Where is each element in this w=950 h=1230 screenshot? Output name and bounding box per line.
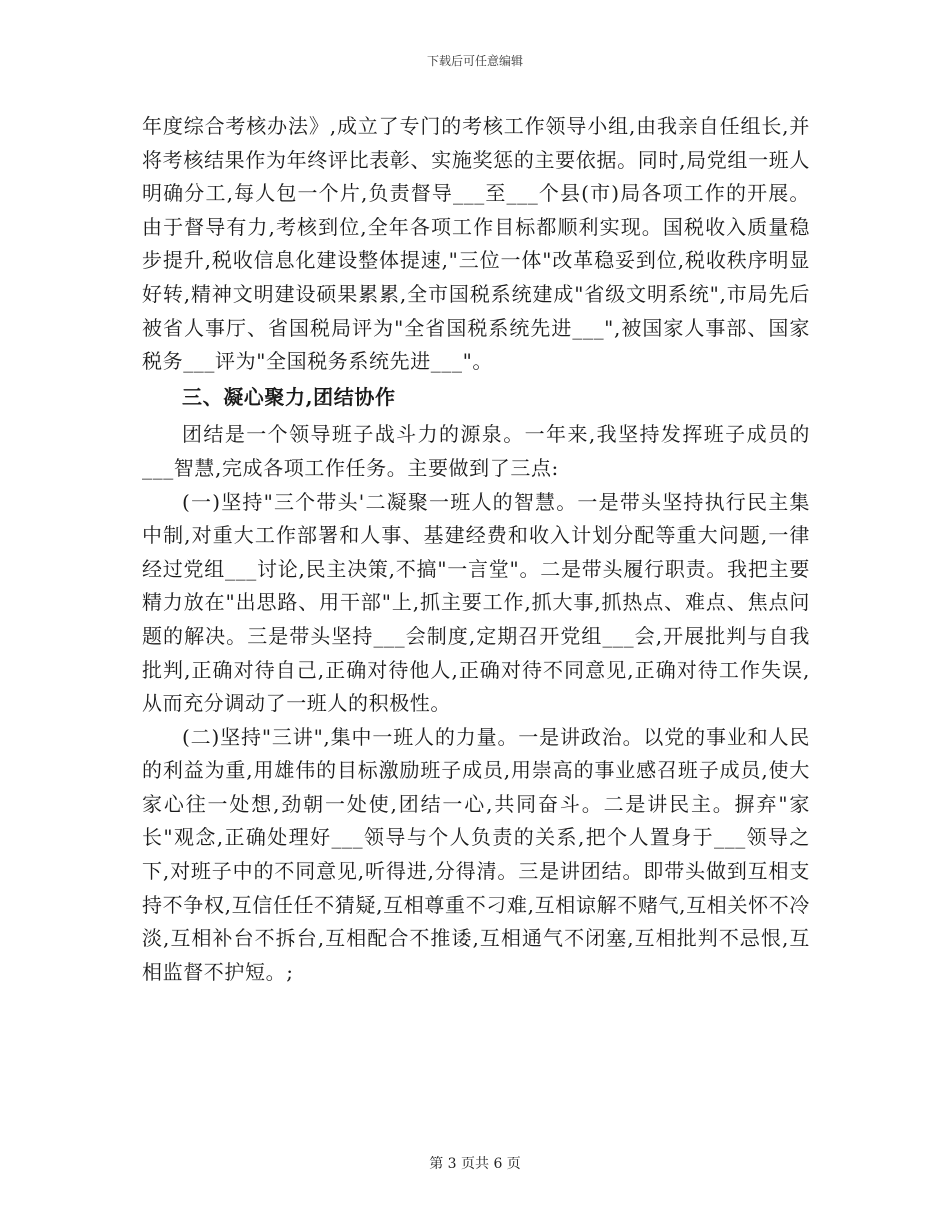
paragraph-unity-intro: 团结是一个领导班子战斗力的源泉。一年来,我坚持发挥班子成员的___智慧,完成各项工作任务。主要做到了三点: bbox=[142, 422, 810, 480]
paragraph-continuation: 年度综合考核办法》,成立了专门的考核工作领导小组,由我亲自任组长,并将考核结果作为年终评比表彰、实施奖惩的主要依据。同时,局党组一班人明确分工,每人包一个片,负责督导___至___个县(市)局各项工作的开展。由于督导有力,考核到位,全年各项工作目标都顺利实现。国税收入质量稳步提升,税收信息化建设整体提速,"三位一体"改革稳妥到位,税收秩序明显好转,精神文明建设硕果累累,全市国税系统建成"省级文明系统",市局先后被省人事厅、省国税局评为"全省国税系统先进___",被国家人事部、国家税务___评为"全国税务系统先进___"。 bbox=[142, 114, 810, 374]
page-header-note: 下载后可任意编辑 bbox=[426, 54, 523, 68]
page-number: 第 3 页共 6 页 bbox=[429, 1156, 521, 1172]
paragraph-three-talks: (二)坚持"三讲",集中一班人的力量。一是讲政治。以党的事业和人民的利益为重,用雄伟的目标激励班子成员,用崇高的事业感召班子成员,使大家心往一处想,劲朝一处使,团结一心,共同奋斗。二是讲民主。摒弃"家长"观念,正确处理好___领导与个人负责的关系,把个人置身于___领导之下,对班子中的不同意见,听得进,分得清。三是讲团结。即带头做到互相支持不争权,互信任任不猜疑,互相尊重不刁难,互相谅解不赌气,互相关怀不冷淡,互相补台不拆台,互相配合不推诿,互相通气不闭塞,互相批判不忌恨,互相监督不护短。; bbox=[142, 724, 810, 984]
document-body bbox=[142, 110, 810, 989]
section-heading: 三、凝心聚力,团结协作 bbox=[182, 384, 396, 409]
paragraph-three-leads: (一)坚持"三个带头'二凝聚一班人的智慧。一是带头坚持执行民主集中制,对重大工作部署和人事、基建经费和收入计划分配等重大问题,一律经过党组___讨论,民主决策,不搞"一言堂"。二是带头履行职责。我把主要精力放在"出思路、用干部"上,抓主要工作,抓大事,抓热点、难点、焦点问题的解决。三是带头坚持___会制度,定期召开党组___会,开展批判与自我批判,正确对待自己,正确对待他人,正确对待不同意见,正确对待工作失误,从而充分调动了一班人的积极性。 bbox=[142, 489, 810, 716]
